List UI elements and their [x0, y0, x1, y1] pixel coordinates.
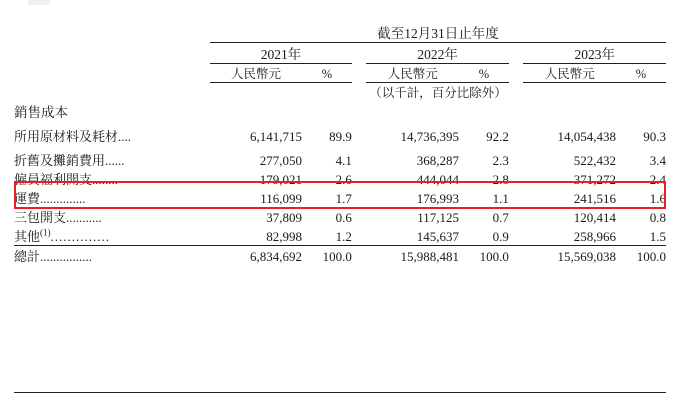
row-value-percent-2022: 0.9: [492, 229, 509, 244]
row-value-amount-2021: 116,099: [260, 191, 302, 206]
table-row: [14, 169, 666, 188]
header-year-2022: 2022年: [366, 43, 508, 64]
row-value-percent-2023: 1.5: [649, 229, 666, 244]
row-value-percent-2021: 1.2: [335, 229, 352, 244]
total-amount-2021: 6,834,692: [210, 246, 302, 266]
row-label-dots: ..............: [50, 229, 111, 244]
row-value-amount-2022: 368,287: [416, 153, 459, 168]
row-value-percent-2023: 0.8: [649, 210, 666, 225]
header-row-subunits: [14, 64, 666, 83]
row-gap-1: [352, 150, 367, 169]
total-percent-2023: 100.0: [616, 246, 666, 266]
row-value-amount-2021: 277,050: [259, 153, 302, 168]
header-percent-2021: %: [302, 64, 352, 83]
header-spacer-3: [14, 64, 210, 83]
header-gap-3: [352, 64, 367, 83]
total-gap-2: [509, 246, 524, 266]
footnote-marker: (1): [40, 227, 51, 238]
total-amount-2023: 15,569,038: [523, 246, 616, 266]
row-gap-2: [509, 207, 524, 226]
row-gap-2: [509, 188, 524, 207]
row-value-percent-2022: 1.1: [492, 191, 509, 206]
header-gap-2: [509, 43, 524, 64]
total-gap-1: [352, 246, 367, 266]
row-gap-1: [352, 226, 367, 246]
header-year-2021: 2021年: [210, 43, 352, 64]
header-currency-2021: 人民幣元: [210, 64, 302, 83]
header-gap-1: [352, 43, 367, 64]
header-percent-2022: %: [459, 64, 509, 83]
row-value-amount-2022: 117,125: [417, 210, 459, 225]
row-value-percent-2023: 2.4: [649, 172, 666, 187]
row-gap-1: [352, 169, 367, 188]
row-label: 僱員福利開支........: [14, 172, 119, 187]
header-currency-2022: 人民幣元: [366, 64, 459, 83]
page-top-margin: [0, 0, 679, 8]
table-row: [14, 226, 666, 246]
total-percent-2021: 100.0: [302, 246, 352, 266]
total-label: 總計................: [14, 246, 210, 266]
table-row-total: [14, 246, 666, 266]
header-spacer-4: [14, 83, 210, 102]
row-value-percent-2021: 0.6: [335, 210, 352, 225]
row-value-amount-2023: 371,272: [573, 172, 616, 187]
row-label: 三包開支...........: [14, 210, 102, 225]
row-label: 運費..............: [14, 191, 86, 206]
section-title-row: [14, 101, 666, 121]
row-label: [14, 226, 210, 246]
row-value-amount-2023: 258,966: [573, 229, 616, 244]
header-row-years: [14, 43, 666, 64]
row-value-amount-2021: 37,809: [266, 210, 302, 225]
row-value-percent-2022: 2.8: [492, 172, 509, 187]
table-row: [14, 150, 666, 169]
page-top-mark: [28, 0, 50, 5]
row-value-amount-2023: 241,516: [573, 191, 616, 206]
header-currency-2023: 人民幣元: [523, 64, 616, 83]
row-value-percent-2022: 0.7: [492, 210, 509, 225]
row-gap-2: [509, 226, 524, 246]
row-value-amount-2023: 120,414: [573, 210, 616, 225]
header-year-2023: 2023年: [523, 43, 666, 64]
section-title: 銷售成本: [14, 105, 68, 120]
row-value-percent-2021: 89.9: [329, 129, 352, 144]
row-value-amount-2022: 14,736,395: [400, 129, 459, 144]
row-value-percent-2023: 3.4: [649, 153, 666, 168]
row-value-percent-2023: 1.6: [649, 191, 666, 206]
row-value-percent-2023: 90.3: [643, 129, 666, 144]
header-period: 截至12月31日止年度: [210, 22, 666, 43]
row-gap-1: [352, 121, 367, 150]
row-value-amount-2022: 444,044: [416, 172, 459, 187]
row-value-percent-2021: 4.1: [335, 153, 352, 168]
row-value-amount-2021: 179,021: [259, 172, 302, 187]
header-percent-2023: %: [616, 64, 666, 83]
table-bottom-rule: [14, 392, 666, 393]
row-value-amount-2022: 176,993: [416, 191, 459, 206]
row-value-percent-2022: 92.2: [486, 129, 509, 144]
table-row: [14, 121, 666, 150]
table-row: [14, 207, 666, 226]
total-amount-2022: 15,988,481: [366, 246, 459, 266]
row-value-percent-2022: 2.3: [492, 153, 509, 168]
unit-note: （以千計，百分比除外）: [369, 86, 507, 100]
row-gap-2: [509, 121, 524, 150]
row-gap-2: [509, 169, 524, 188]
total-percent-2022: 100.0: [459, 246, 509, 266]
row-value-amount-2021: 6,141,715: [250, 129, 302, 144]
header-gap-4: [509, 64, 524, 83]
row-value-amount-2023: 522,432: [573, 153, 616, 168]
row-value-amount-2021: 82,998: [266, 229, 302, 244]
header-spacer: [14, 22, 210, 43]
row-value-amount-2022: 145,637: [416, 229, 459, 244]
row-value-percent-2021: 2.6: [335, 172, 352, 187]
row-gap-1: [352, 188, 367, 207]
header-row-period: [14, 22, 666, 43]
table-row: [14, 188, 666, 207]
row-label: 所用原材料及耗材....: [14, 129, 132, 144]
row-label-text: 其他: [14, 229, 41, 244]
cost-of-sales-table: [14, 22, 666, 265]
row-value-percent-2021: 1.7: [335, 191, 352, 206]
row-gap-1: [352, 207, 367, 226]
row-value-amount-2023: 14,054,438: [557, 129, 616, 144]
row-label: 折舊及攤銷費用......: [14, 153, 125, 168]
header-spacer-2: [14, 43, 210, 64]
row-gap-2: [509, 150, 524, 169]
header-row-unitnote: [14, 83, 666, 102]
